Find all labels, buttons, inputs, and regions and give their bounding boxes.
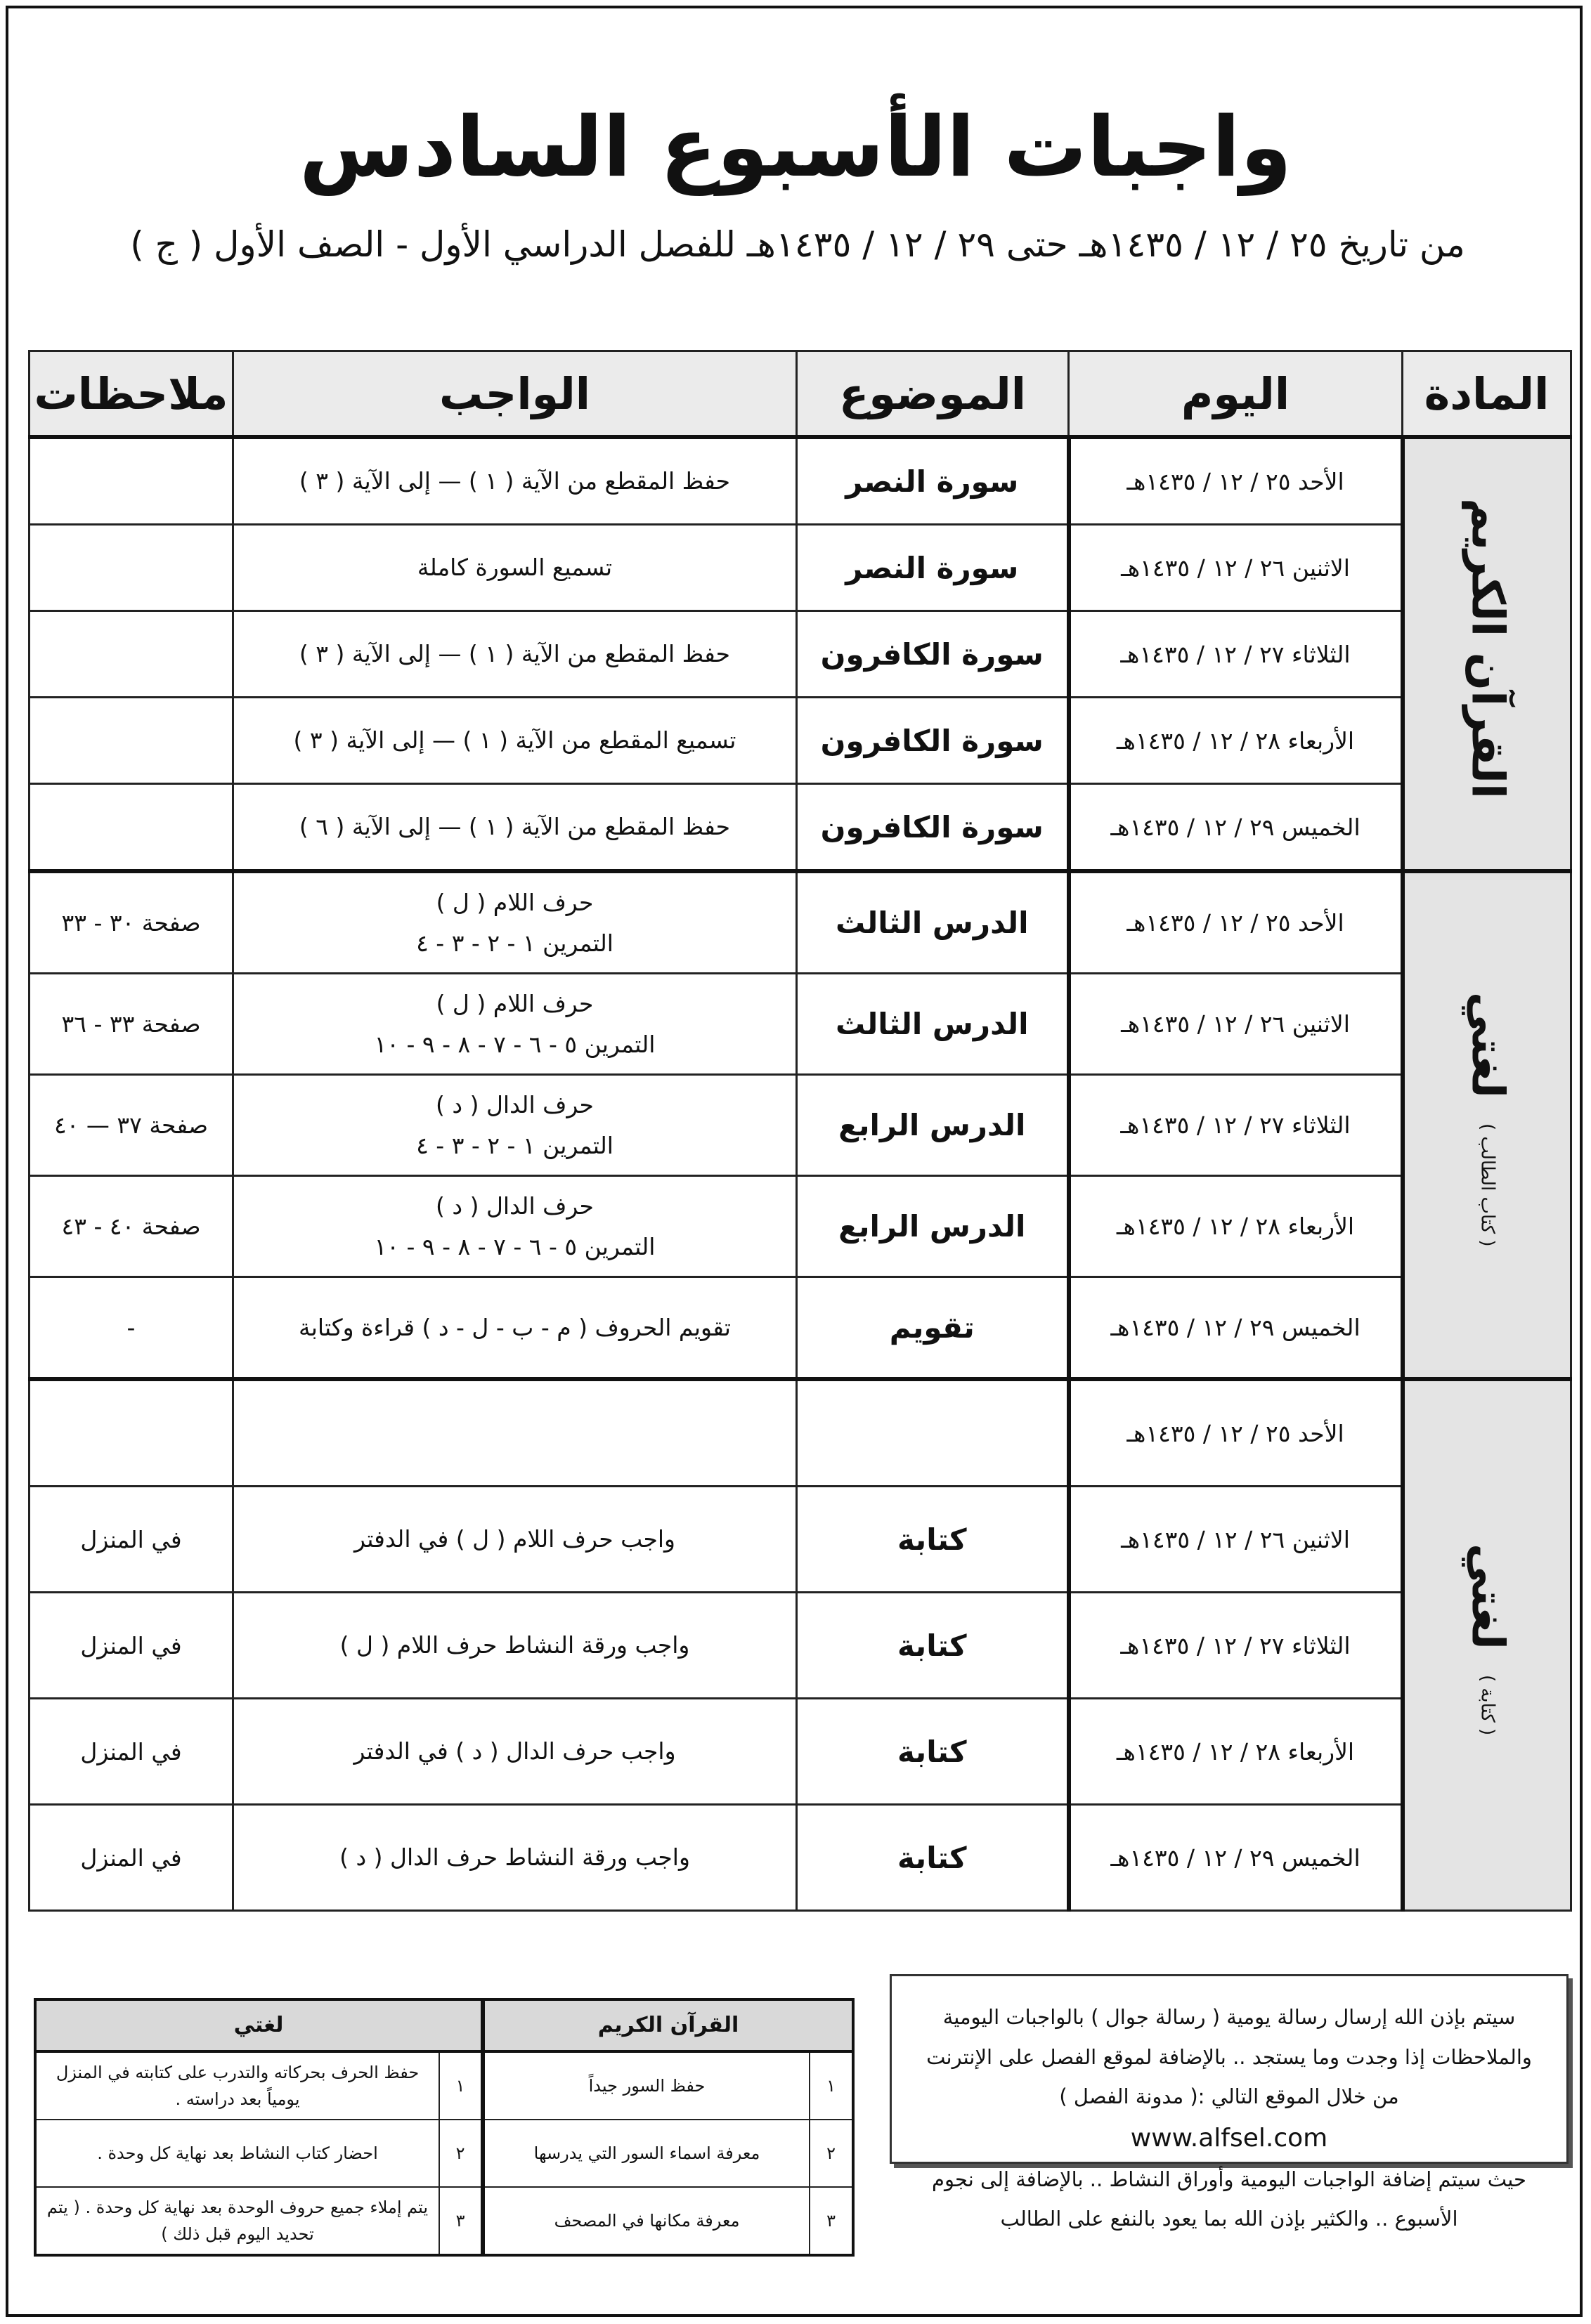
homework-line: حرف اللام ( ل ): [436, 989, 594, 1017]
day-cell: الخميس ٢٩ / ١٢ / ١٤٣٥هـ: [1069, 784, 1403, 872]
summary-header-quran: القرآن الكريم: [483, 1999, 853, 2051]
day-cell: الأربعاء ٢٨ / ١٢ / ١٤٣٥هـ: [1069, 1699, 1403, 1805]
page-title: واجبات الأسبوع السادس: [299, 98, 1292, 195]
notice-box: [890, 1974, 1569, 2231]
topic-cell: سورة الكافرون: [797, 611, 1069, 698]
notice-text-intro: سيتم بإذن الله إرسال رسالة يومية ( رسالة جوال ) بالواجبات اليومية والملاحظات إذا وجدت وما يستجد .. بالإضافة لموقع الفصل على الإنترنت من خلال الموقع التالي :( مدونة الفصل ): [926, 2005, 1532, 2109]
table-row: [30, 1487, 1571, 1593]
header-subject: المادة: [1403, 351, 1571, 438]
table-row: [30, 871, 1571, 974]
day-cell: الأربعاء ٢٨ / ١٢ / ١٤٣٥هـ: [1069, 1176, 1403, 1277]
summary-num: ٣: [439, 2187, 483, 2255]
day-cell: الأربعاء ٢٨ / ١٢ / ١٤٣٥هـ: [1069, 698, 1403, 784]
header-notes: ملاحظات: [30, 351, 233, 438]
homework-line: التمرين ٥ - ٦ - ٧ - ٨ - ٩ - ١٠: [374, 1030, 656, 1058]
summary-row: [35, 2051, 853, 2120]
subject-name: لغتي: [1461, 1543, 1514, 1650]
table-row: [30, 1075, 1571, 1176]
notes-cell: -: [30, 1277, 233, 1380]
summary-num: ١: [810, 2051, 853, 2120]
homework-cell: [233, 525, 797, 611]
table-row: [30, 1277, 1571, 1380]
notes-cell: [30, 525, 233, 611]
table-row: [30, 1593, 1571, 1699]
homework-line: حرف الدال ( د ): [436, 1192, 594, 1220]
homework-cell: [233, 1277, 797, 1380]
homework-cell: [233, 871, 797, 974]
day-cell: الاثنين ٢٦ / ١٢ / ١٤٣٥هـ: [1069, 974, 1403, 1075]
header-topic: الموضوع: [797, 351, 1069, 438]
table-row: [30, 525, 1571, 611]
notes-cell: صفحة ٣٧ — ٤٠: [30, 1075, 233, 1176]
homework-line: حرف الدال ( د ): [436, 1090, 594, 1118]
table-row: [30, 1176, 1571, 1277]
homework-cell: [233, 611, 797, 698]
day-cell: الأحد ٢٥ / ١٢ / ١٤٣٥هـ: [1069, 1379, 1403, 1487]
summary-table: [34, 1998, 855, 2257]
notes-cell: في المنزل: [30, 1593, 233, 1699]
notice-text-outro: حيث سيتم إضافة الواجبات اليومية وأوراق النشاط .. بالإضافة إلى نجوم الأسبوع .. والكثير بإذن الله بما يعود بالنفع على الطالب: [932, 2167, 1526, 2231]
topic-cell: [797, 1379, 1069, 1487]
subject-subtitle: ( كتاب الطالب ): [1476, 1123, 1498, 1247]
summary-row: [35, 2187, 853, 2255]
table-row: [30, 611, 1571, 698]
homework-table: [28, 350, 1572, 1912]
day-cell: الخميس ٢٩ / ١٢ / ١٤٣٥هـ: [1069, 1277, 1403, 1380]
topic-cell: كتابة: [797, 1805, 1069, 1911]
homework-cell: [233, 1593, 797, 1699]
header-homework: الواجب: [233, 351, 797, 438]
notes-cell: في المنزل: [30, 1805, 233, 1911]
homework-cell: [233, 437, 797, 525]
summary-lughati-item: يتم إملاء جميع حروف الوحدة بعد نهاية كل وحدة . ( يتم تحديد اليوم قبل ذلك ): [35, 2187, 439, 2255]
homework-cell: [233, 784, 797, 872]
topic-cell: الدرس الرابع: [797, 1075, 1069, 1176]
notes-cell: في المنزل: [30, 1487, 233, 1593]
table-row: [30, 784, 1571, 872]
homework-line: التمرين ١ - ٢ - ٣ - ٤: [416, 929, 613, 957]
notes-cell: [30, 698, 233, 784]
topic-cell: كتابة: [797, 1487, 1069, 1593]
homework-line: حفظ المقطع من الآية ( ١ ) — إلى الآية ( ٣ ): [299, 640, 731, 668]
subject-cell: [1403, 1379, 1571, 1911]
table-row: [30, 1699, 1571, 1805]
header-day: اليوم: [1069, 351, 1403, 438]
homework-cell: [233, 1075, 797, 1176]
subject-name: لغتي: [1461, 992, 1514, 1099]
notes-cell: صفحة ٤٠ - ٤٣: [30, 1176, 233, 1277]
summary-num: ٢: [810, 2120, 853, 2187]
notes-cell: في المنزل: [30, 1699, 233, 1805]
day-cell: الثلاثاء ٢٧ / ١٢ / ١٤٣٥هـ: [1069, 1075, 1403, 1176]
summary-header-lughati: لغتي: [35, 1999, 483, 2051]
homework-cell: [233, 1487, 797, 1593]
topic-cell: كتابة: [797, 1699, 1069, 1805]
summary-header-row: [35, 1999, 853, 2051]
homework-line: حفظ المقطع من الآية ( ١ ) — إلى الآية ( ٦ ): [299, 813, 731, 841]
notes-cell: [30, 1379, 233, 1487]
summary-quran-item: معرفة مكانها في المصحف: [483, 2187, 810, 2255]
notes-cell: [30, 784, 233, 872]
topic-cell: سورة النصر: [797, 437, 1069, 525]
homework-cell: [233, 698, 797, 784]
notes-cell: [30, 611, 233, 698]
homework-cell: [233, 1699, 797, 1805]
homework-line: تقويم الحروف ( م - ب - ل - د ) قراءة وكتابة: [299, 1313, 731, 1341]
day-cell: الأحد ٢٥ / ١٢ / ١٤٣٥هـ: [1069, 437, 1403, 525]
day-cell: الاثنين ٢٦ / ١٢ / ١٤٣٥هـ: [1069, 525, 1403, 611]
day-cell: الخميس ٢٩ / ١٢ / ١٤٣٥هـ: [1069, 1805, 1403, 1911]
subject-cell: [1403, 871, 1571, 1379]
homework-line: التمرين ٥ - ٦ - ٧ - ٨ - ٩ - ١٠: [374, 1232, 656, 1260]
summary-quran-item: حفظ السور جيداً: [483, 2051, 810, 2120]
summary-lughati-item: حفظ الحرف بحركاته والتدرب على كتابته في المنزل يومياً بعد دراسته .: [35, 2051, 439, 2120]
homework-line: تسميع المقطع من الآية ( ١ ) — إلى الآية ( ٣ ): [293, 726, 736, 755]
subject-cell: [1403, 437, 1571, 871]
topic-cell: كتابة: [797, 1593, 1069, 1699]
subject-subtitle: ( كتابة ): [1476, 1675, 1498, 1736]
summary-num: ١: [439, 2051, 483, 2120]
summary-lughati-item: احضار كتاب النشاط بعد نهاية كل وحدة .: [35, 2120, 439, 2187]
homework-cell: [233, 1805, 797, 1911]
topic-cell: سورة الكافرون: [797, 698, 1069, 784]
homework-cell: [233, 974, 797, 1075]
topic-cell: الدرس الثالث: [797, 974, 1069, 1075]
summary-num: ٣: [810, 2187, 853, 2255]
homework-line: تسميع السورة كاملة: [417, 554, 613, 582]
table-row: [30, 974, 1571, 1075]
notes-cell: صفحة ٣٣ - ٣٦: [30, 974, 233, 1075]
homework-line: واجب ورقة النشاط حرف اللام ( ل ): [339, 1631, 690, 1659]
homework-line: حفظ المقطع من الآية ( ١ ) — إلى الآية ( ٣ ): [299, 467, 731, 495]
homework-line: واجب حرف الدال ( د ) في الدفتر: [353, 1737, 676, 1765]
topic-cell: سورة النصر: [797, 525, 1069, 611]
page-subtitle: من تاريخ ٢٥ / ١٢ / ١٤٣٥هـ حتى ٢٩ / ١٢ / ١٤٣٥هـ للفصل الدراسي الأول - الصف الأول ( ج ): [130, 224, 1465, 265]
topic-cell: الدرس الثالث: [797, 871, 1069, 974]
day-cell: الثلاثاء ٢٧ / ١٢ / ١٤٣٥هـ: [1069, 1593, 1403, 1699]
homework-line: واجب حرف اللام ( ل ) في الدفتر: [354, 1525, 675, 1553]
homework-line: التمرين ١ - ٢ - ٣ - ٤: [416, 1131, 613, 1159]
topic-cell: تقويم: [797, 1277, 1069, 1380]
class-website-link[interactable]: www.alfsel.com: [1130, 2123, 1328, 2153]
table-row: [30, 1379, 1571, 1487]
day-cell: الأحد ٢٥ / ١٢ / ١٤٣٥هـ: [1069, 871, 1403, 974]
summary-quran-item: معرفة اسماء السور التي يدرسها: [483, 2120, 810, 2187]
table-row: [30, 437, 1571, 525]
notes-cell: صفحة ٣٠ - ٣٣: [30, 871, 233, 974]
subject-name: القرآن الكريم: [1461, 498, 1514, 799]
notes-cell: [30, 437, 233, 525]
homework-line: واجب ورقة النشاط حرف الدال ( د ): [339, 1843, 690, 1872]
summary-row: [35, 2120, 853, 2187]
summary-num: ٢: [439, 2120, 483, 2187]
day-cell: الثلاثاء ٢٧ / ١٢ / ١٤٣٥هـ: [1069, 611, 1403, 698]
table-header-row: [30, 351, 1571, 438]
homework-cell: [233, 1176, 797, 1277]
topic-cell: الدرس الرابع: [797, 1176, 1069, 1277]
homework-line: حرف اللام ( ل ): [436, 888, 594, 916]
day-cell: الاثنين ٢٦ / ١٢ / ١٤٣٥هـ: [1069, 1487, 1403, 1593]
table-row: [30, 698, 1571, 784]
table-row: [30, 1805, 1571, 1911]
homework-cell: [233, 1379, 797, 1487]
topic-cell: سورة الكافرون: [797, 784, 1069, 872]
